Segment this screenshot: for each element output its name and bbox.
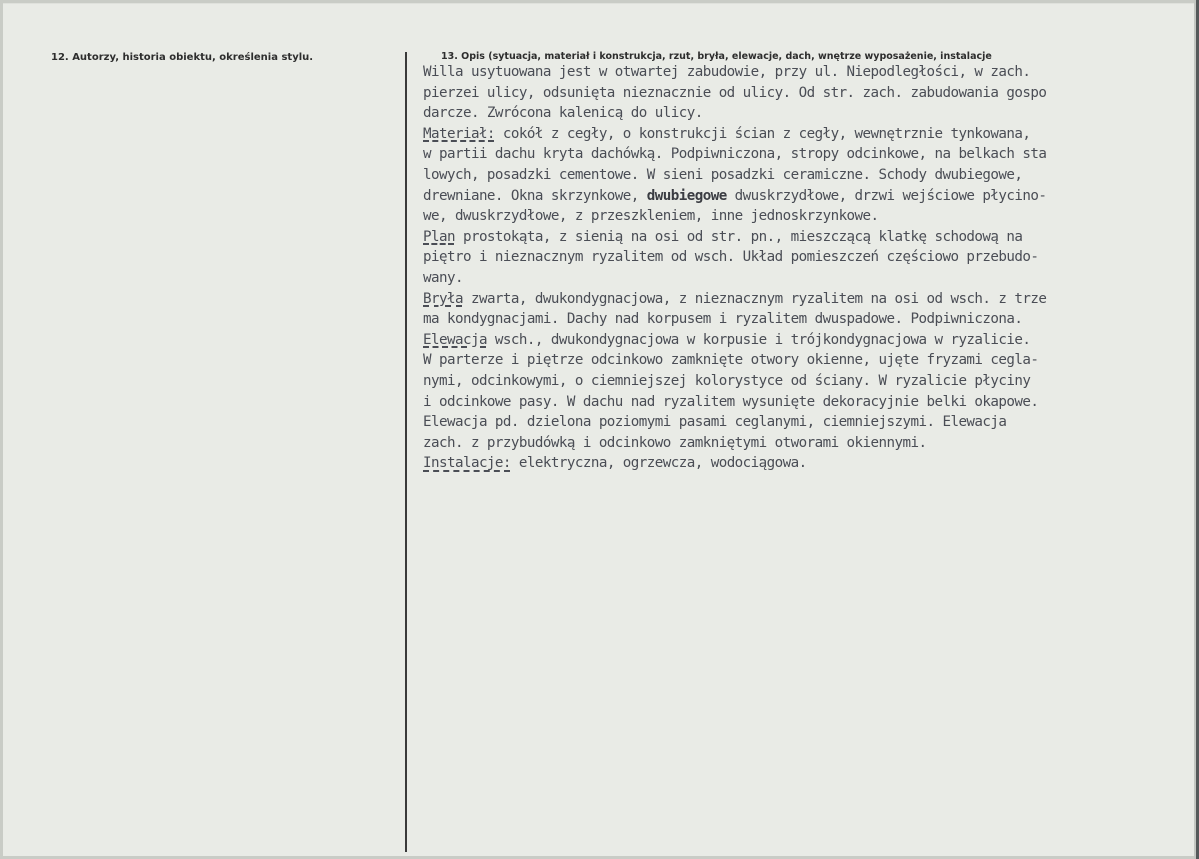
form-sheet (3, 3, 1195, 856)
line-heading: Bryła (423, 290, 463, 307)
line-text: we, dwuskrzydłowe, z przeszkleniem, inne jednoskrzynkowe. (423, 208, 879, 225)
line-text-tail: dwuskrzydłowe, drzwi wejściowe płycino- (726, 187, 1047, 204)
line-text: drewniane. Okna skrzynkowe, (423, 187, 647, 204)
text-line (423, 289, 1199, 310)
struck-word: dwubiegowe (646, 187, 727, 204)
text-line (423, 309, 1199, 330)
text-line (423, 124, 1199, 145)
line-text: zwarta, dwukondygnacjowa, z nieznacznym ryzalitem na osi od wsch. z trze (462, 290, 1047, 307)
line-heading: Instalacje: (423, 455, 511, 472)
section-12-label: 12. Autorzy, historia obiektu, określenia stylu. (51, 52, 314, 63)
text-line (423, 433, 1199, 454)
line-text: prostokąta, z sienią na osi od str. pn., mieszczącą klatkę schodową na (454, 228, 1023, 245)
text-line (423, 144, 1199, 165)
text-line (423, 247, 1199, 268)
line-text: nymi, odcinkowymi, o ciemniejszej kolorystyce od ściany. W ryzalicie płyciny (423, 372, 1031, 389)
line-heading: Materiał: (423, 125, 495, 142)
text-line (423, 412, 1199, 433)
line-text: wsch., dwukondygnacjowa w korpusie i trójkondygnacjowa w ryzalicie. (486, 331, 1031, 348)
text-line (423, 227, 1199, 248)
line-text: pierzei ulicy, odsunięta nieznacznie od ulicy. Od str. zach. zabudowania gospo (423, 84, 1047, 101)
text-line (423, 206, 1199, 227)
section-13-label: 13. Opis (sytuacja, materiał i konstrukcja, rzut, bryła, elewacje, dach, wnętrze wyposażenie, instalacje (441, 51, 992, 62)
text-line (423, 268, 1199, 289)
text-line (423, 330, 1199, 351)
column-divider (405, 52, 407, 852)
line-text: zach. z przybudówką i odcinkowo zamkniętymi otworami okiennymi. (423, 434, 927, 451)
line-text: ma kondygnacjami. Dachy nad korpusem i ryzalitem dwuspadowe. Podpiwniczona. (423, 311, 1023, 328)
text-line (423, 453, 1199, 474)
line-text: i odcinkowe pasy. W dachu nad ryzalitem wysunięte dekoracyjnie belki okapowe. (423, 393, 1039, 410)
line-text: W parterze i piętrze odcinkowo zamknięte otwory okienne, ujęte fryzami cegla- (423, 352, 1039, 369)
text-line (423, 62, 1199, 83)
text-line (423, 165, 1199, 186)
text-line (423, 103, 1199, 124)
line-text: piętro i nieznacznym ryzalitem od wsch. Układ pomieszczeń częściowo przebudo- (423, 249, 1039, 266)
line-text: elektryczna, ogrzewcza, wodociągowa. (510, 455, 807, 472)
line-text: lowych, posadzki cementowe. W sieni posadzki ceramiczne. Schody dwubiegowe, (423, 166, 1023, 183)
line-text: Willa usytuowana jest w otwartej zabudowie, przy ul. Niepodległości, w zach. (423, 64, 1031, 80)
line-text: darcze. Zwrócona kalenicą do ulicy. (423, 105, 703, 122)
text-line (423, 371, 1199, 392)
description-text (423, 62, 1199, 474)
text-line (423, 186, 1199, 207)
line-text: cokół z cegły, o konstrukcji ścian z cegły, wewnętrznie tynkowana, (494, 125, 1031, 142)
line-text: wany. (423, 269, 463, 286)
text-line (423, 392, 1199, 413)
line-heading: Elewacja (423, 331, 487, 348)
text-line (423, 350, 1199, 371)
line-text: w partii dachu kryta dachówką. Podpiwniczona, stropy odcinkowe, na belkach sta (423, 146, 1047, 163)
text-line (423, 83, 1199, 104)
line-heading: Plan (423, 228, 455, 245)
line-text: Elewacja pd. dzielona poziomymi pasami ceglanymi, ciemniejszymi. Elewacja (423, 414, 1007, 431)
